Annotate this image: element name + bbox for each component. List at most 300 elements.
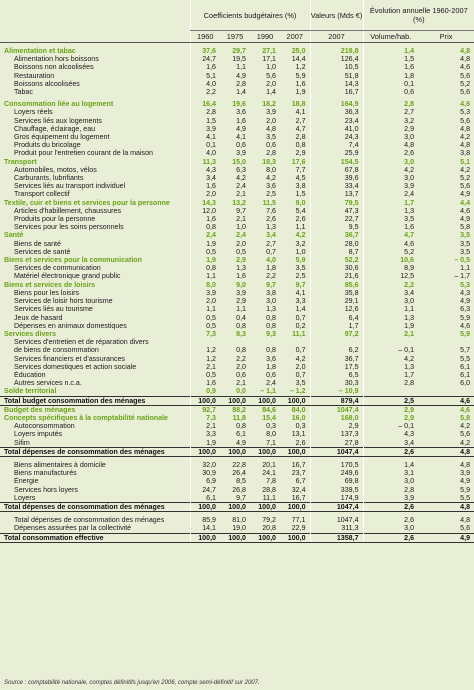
table-row — [0, 141, 474, 149]
cell-value: 3,6 — [236, 108, 246, 117]
table-row — [0, 190, 474, 198]
cell-value: 24,7 — [190, 55, 220, 63]
cell-value: 3,3 — [295, 297, 306, 306]
cell-value: 5,7 — [460, 346, 471, 355]
cell-value: 92,7 — [190, 405, 220, 414]
cell-value: 8,5 — [236, 477, 246, 486]
cell-value: 2,7 — [363, 108, 418, 116]
cell-value: 1,3 — [266, 305, 276, 314]
cell-value: 4,2 — [266, 174, 276, 183]
cell-value: 2,4 — [266, 379, 276, 388]
row-label: Autoconsommation — [14, 422, 75, 431]
cell-value: 1,6 — [190, 379, 220, 387]
cell-value: 0,4 — [236, 313, 246, 322]
cell-value: 2,9 — [363, 125, 418, 133]
group-row — [0, 199, 474, 207]
cell-value: 3,0 — [363, 133, 418, 141]
cell-value: 51,8 — [310, 72, 363, 80]
cell-value: 14,4 — [291, 55, 306, 64]
cell-value: 0,6 — [363, 88, 418, 96]
cell-value: 0,1 — [363, 80, 418, 88]
row-label: Biens alimentaires à domicile — [14, 460, 106, 469]
table-row — [0, 223, 474, 231]
cell-value: 11,1 — [262, 493, 276, 502]
cell-value: 2,1 — [363, 330, 418, 338]
cell-value: 1,3 — [236, 264, 246, 273]
cell-value: 100,0 — [190, 502, 220, 511]
cell-value: 4,9 — [460, 190, 471, 199]
cell-value: 10,5 — [310, 63, 363, 71]
cell-value: – 0,1 — [363, 422, 418, 430]
cell-value: 2,0 — [295, 362, 306, 371]
cell-value: 3,9 — [460, 469, 471, 478]
table-row — [0, 55, 474, 63]
cell-value: 174,9 — [310, 494, 363, 503]
cell-value: – 0,1 — [363, 346, 418, 354]
cell-value: 4,9 — [460, 297, 471, 306]
cell-value: 4,1 — [190, 133, 220, 141]
cell-value: 3,6 — [266, 354, 276, 363]
cell-value: 22,7 — [310, 215, 363, 223]
cell-value: – 1,1 — [260, 387, 276, 396]
label-subheader — [0, 31, 190, 43]
cell-value: 1,1 — [190, 272, 220, 280]
cell-value: 1,5 — [363, 55, 418, 63]
cell-value: 13,7 — [310, 190, 363, 198]
cell-value: 19,0 — [232, 524, 246, 533]
cell-value: 2,0 — [266, 79, 276, 88]
cell-value: 2,4 — [236, 231, 246, 240]
group-row — [0, 100, 474, 108]
cell-value: 7,1 — [266, 438, 276, 447]
cell-value — [418, 387, 474, 396]
cell-value: 29,7 — [232, 47, 246, 55]
cell-value: 1,1 — [236, 305, 246, 314]
row-label: Produits pour la personne — [14, 215, 96, 224]
cell-value: 28,8 — [262, 485, 276, 494]
cell-value: 2,0 — [236, 362, 246, 371]
row-label: Services hors loyers — [14, 485, 78, 494]
table-row — [0, 166, 474, 174]
cell-value: 16,0 — [291, 413, 306, 422]
cell-value: 27,8 — [310, 439, 363, 448]
evolution-header: Évolution annuelle 1960-2007 (%) — [363, 0, 474, 31]
cell-value: 84,6 — [262, 405, 276, 414]
row-label: Services de loisir hors tourisme — [14, 297, 113, 306]
row-label: Articles d'habillement, chaussures — [14, 206, 122, 215]
cell-value: 2,6 — [295, 438, 306, 447]
row-label: Textile, cuir et biens et services pour la personne — [4, 198, 170, 207]
cell-value: 4,6 — [460, 206, 471, 215]
cell-value: 2,9 — [236, 256, 246, 265]
cell-value: 4,8 — [460, 516, 471, 525]
cell-value: 5,9 — [460, 485, 471, 494]
cell-value: 3,1 — [363, 469, 418, 477]
row-label: Biens manufacturés — [14, 469, 77, 478]
cell-value: 5,6 — [460, 524, 471, 533]
table-row — [0, 174, 474, 182]
row-label: Total budget consommation des ménages — [0, 396, 190, 405]
cell-value: 30,3 — [310, 379, 363, 387]
cell-value: 2,2 — [236, 354, 246, 363]
cell-value: 1,8 — [363, 72, 418, 80]
cell-value: 5,6 — [460, 71, 471, 80]
cell-value: 4,2 — [363, 166, 418, 174]
cell-value: 30,9 — [190, 469, 220, 477]
cell-value: 2,4 — [190, 231, 220, 239]
group-row — [0, 330, 474, 338]
cell-value: 4,6 — [460, 321, 471, 330]
row-label: Transport — [4, 157, 37, 166]
cell-value: 13,1 — [291, 430, 306, 439]
cell-value: – 0,5 — [454, 256, 471, 265]
cell-value: 3,5 — [295, 264, 306, 273]
table-row — [0, 248, 474, 256]
cell-value: 2,4 — [236, 182, 246, 191]
cell-value: 2,5 — [363, 396, 418, 405]
table-row — [0, 88, 474, 96]
table-row — [0, 133, 474, 141]
cell-value: 3,0 — [363, 297, 418, 305]
cell-value: 17,6 — [291, 157, 306, 166]
cell-value: 100,0 — [190, 533, 220, 542]
cell-value: 2,9 — [295, 149, 306, 158]
cell-value: 4,1 — [236, 133, 246, 142]
cell-value: 3,4 — [363, 289, 418, 297]
group-row — [0, 281, 474, 289]
total-row — [0, 447, 474, 456]
cell-value: 0,7 — [295, 313, 306, 322]
cell-value: 3,9 — [190, 289, 220, 297]
cell-value: 0,8 — [266, 321, 276, 330]
cell-value: 0,8 — [190, 264, 220, 272]
cell-value: 2,9 — [310, 422, 363, 430]
cell-value: 81,0 — [232, 516, 246, 525]
row-label: Loyers imputés — [14, 430, 63, 439]
cell-value: 1358,7 — [310, 533, 363, 542]
table-row — [0, 494, 474, 503]
cell-value: 1,8 — [266, 362, 276, 371]
cell-value: 1,6 — [295, 79, 306, 88]
cell-value: 1,6 — [190, 63, 220, 71]
cell-value: 69,8 — [310, 477, 363, 485]
group-row — [0, 47, 474, 55]
cell-value: 5,8 — [460, 223, 471, 232]
cell-value: 2,1 — [236, 379, 246, 388]
cell-value: 4,2 — [295, 354, 306, 363]
cell-value: – 1,2 — [289, 387, 306, 396]
row-label: Alimentation hors boissons — [14, 55, 99, 64]
cell-value: – 10,9 — [310, 387, 363, 396]
row-label: Produits du bricolage — [14, 141, 81, 150]
cell-value: 1,9 — [363, 322, 418, 330]
cell-value: 4,0 — [190, 80, 220, 88]
cell-value: 37,6 — [190, 47, 220, 55]
cell-value: 4,9 — [460, 215, 471, 224]
cell-value: 41,0 — [310, 125, 363, 133]
cell-value: 14,3 — [310, 80, 363, 88]
cell-value: 18,2 — [262, 100, 276, 109]
cell-value: 311,3 — [310, 524, 363, 533]
cell-value: 0,2 — [295, 321, 306, 330]
cell-value: 4,8 — [363, 141, 418, 149]
table-row — [0, 486, 474, 494]
cell-value: 88,2 — [232, 405, 246, 414]
year-header: 1990 — [250, 31, 280, 43]
cell-value: 15,4 — [262, 413, 276, 422]
table-row — [0, 215, 474, 223]
volume-header: Volume/hab. — [363, 31, 418, 43]
cell-value: 2,9 — [363, 414, 418, 422]
row-label: Dépenses en animaux domestiques — [14, 321, 127, 330]
cell-value: 3,5 — [460, 239, 471, 248]
row-label: Autres services n.c.a. — [14, 379, 82, 388]
cell-value: 0,8 — [236, 321, 246, 330]
cell-value: 13,2 — [232, 198, 246, 207]
row-label: Biens et services de loisirs — [4, 280, 96, 289]
cell-value: 19,6 — [232, 100, 246, 109]
cell-value: 4,2 — [363, 355, 418, 363]
cell-value: 6,7 — [295, 477, 306, 486]
cell-value: 100,0 — [280, 396, 310, 405]
cell-value: 4,2 — [295, 231, 306, 240]
cell-value: 3,8 — [295, 182, 306, 191]
cell-value: 1,1 — [460, 264, 471, 273]
cell-value: 9,7 — [295, 280, 306, 289]
cell-value: 8,7 — [310, 248, 363, 256]
table-row — [0, 346, 474, 354]
row-label: Concepts spécifiques à la comptabilité nationale — [4, 413, 168, 422]
cell-value: 7,3 — [190, 414, 220, 422]
cell-value: 1,7 — [363, 199, 418, 207]
row-label: Services liés au transport individuel — [14, 182, 126, 191]
cell-value: 26,4 — [232, 469, 246, 478]
cell-value: 154,5 — [310, 158, 363, 166]
cell-value: 6,2 — [310, 346, 363, 354]
cell-value: 6,1 — [460, 362, 471, 371]
cell-value: 1,2 — [190, 355, 220, 363]
cell-value: 4,8 — [418, 502, 474, 511]
cell-value: 5,6 — [266, 71, 276, 80]
cell-value: 1,0 — [295, 247, 306, 256]
cell-value: 219,8 — [310, 47, 363, 55]
cell-value: 100,0 — [250, 533, 280, 542]
cell-value: 3,5 — [266, 133, 276, 142]
row-label: Services d'entretien et de réparation divers — [14, 338, 149, 347]
cell-value: 4,3 — [190, 166, 220, 174]
cell-value: 4,8 — [460, 55, 471, 64]
cell-value: 32,0 — [190, 461, 220, 469]
cell-value: 3,4 — [363, 439, 418, 448]
cell-value: 1,8 — [266, 264, 276, 273]
cell-value: 100,0 — [220, 533, 250, 542]
group-row — [0, 414, 474, 422]
cell-value: 2,9 — [363, 405, 418, 414]
cell-value: 3,0 — [266, 297, 276, 306]
cell-value: 7,8 — [266, 477, 276, 486]
cell-value: 4,9 — [460, 477, 471, 486]
row-label: Loyers — [14, 493, 36, 502]
cell-value: 2,6 — [295, 215, 306, 224]
cell-value: 1,4 — [363, 461, 418, 469]
cell-value — [190, 338, 220, 346]
row-label: Loyers réels — [14, 108, 53, 117]
cell-value: 2,1 — [190, 422, 220, 430]
cell-value: 3,9 — [363, 182, 418, 190]
cell-value: 3,5 — [460, 247, 471, 256]
year-header: 2007 — [280, 31, 310, 43]
row-label: Éducation — [14, 370, 46, 379]
cell-value: 79,2 — [262, 516, 276, 525]
table-row — [0, 439, 474, 448]
cell-value: 1,2 — [295, 63, 306, 72]
row-label: Tabac — [14, 88, 33, 97]
cell-value: 6,9 — [190, 477, 220, 485]
total-row — [0, 396, 474, 405]
cell-value: 25,9 — [310, 149, 363, 157]
table-row — [0, 117, 474, 125]
cell-value: 2,1 — [236, 215, 246, 224]
cell-value: 4,8 — [418, 447, 474, 456]
cell-value: 2,6 — [363, 149, 418, 157]
cell-value: 4,5 — [295, 174, 306, 183]
cell-value: 4,4 — [460, 198, 471, 207]
cell-value: 100,0 — [220, 447, 250, 456]
cell-value — [310, 338, 363, 346]
cell-value: 0,0 — [236, 387, 246, 396]
table-row — [0, 149, 474, 157]
cell-value: 11,5 — [262, 198, 276, 207]
cell-value: 2,0 — [190, 297, 220, 305]
cell-value: 36,7 — [310, 355, 363, 363]
table-row — [0, 305, 474, 313]
cell-value: 2,6 — [266, 215, 276, 224]
cell-value: 100,0 — [250, 502, 280, 511]
cell-value: 1047,4 — [310, 502, 363, 511]
cell-value: 2,0 — [190, 190, 220, 198]
table-row — [0, 72, 474, 80]
cell-value: 30,6 — [310, 264, 363, 272]
cell-value: 2,6 — [363, 533, 418, 542]
cell-value: 15,0 — [232, 157, 246, 166]
cell-value: 4,8 — [460, 47, 471, 55]
cell-value: 32,4 — [291, 485, 306, 494]
cell-value: 1,6 — [363, 63, 418, 71]
cell-value: 9,5 — [310, 223, 363, 231]
cell-value: 1,3 — [363, 314, 418, 322]
table-row — [0, 63, 474, 71]
cell-value: 0,8 — [295, 141, 306, 150]
cell-value: 97,2 — [310, 330, 363, 338]
cell-value: 0,8 — [236, 346, 246, 355]
cell-value: 5,9 — [460, 313, 471, 322]
table-row — [0, 461, 474, 469]
cell-value: 11,1 — [292, 329, 306, 338]
table-header — [0, 0, 474, 43]
cell-value: 168,0 — [310, 414, 363, 422]
cell-value: 3,6 — [266, 182, 276, 191]
cell-value: 6,3 — [236, 165, 246, 174]
cell-value: – 1,7 — [454, 272, 471, 281]
cell-value: 4,2 — [460, 165, 471, 174]
cell-value: 5,3 — [460, 280, 471, 289]
cell-value: 9,7 — [236, 206, 246, 215]
cell-value: 0,6 — [236, 141, 246, 150]
cell-value: 16,4 — [190, 100, 220, 108]
cell-value: 0,7 — [266, 247, 276, 256]
cell-value: 4,0 — [190, 149, 220, 157]
cell-value: 2,8 — [295, 133, 306, 142]
row-label: Sifim — [14, 438, 30, 447]
year-header: 1960 — [190, 31, 220, 43]
cell-value: 4,2 — [236, 174, 246, 183]
cell-value: 0,8 — [266, 313, 276, 322]
cell-value: 8,0 — [266, 430, 276, 439]
row-label: Boissons non alcoolisées — [14, 63, 94, 72]
cell-value: 18,8 — [291, 100, 306, 109]
cell-value: 3,5 — [460, 231, 471, 240]
cell-value: 6,5 — [310, 371, 363, 379]
row-label: Gros équipement du logement — [14, 133, 110, 142]
cell-value: 2,6 — [363, 502, 418, 511]
cell-value: 4,7 — [295, 124, 306, 133]
row-label: Solde territorial — [4, 387, 57, 396]
row-label: de biens de consommation — [14, 346, 99, 355]
table-row — [0, 524, 474, 533]
cell-value: 2,0 — [266, 116, 276, 125]
cell-value: 4,1 — [295, 108, 306, 117]
cell-value: 100,0 — [250, 447, 280, 456]
cell-value: 2,6 — [363, 447, 418, 456]
cell-value: 4,9 — [418, 533, 474, 542]
cell-value: 2,6 — [363, 516, 418, 524]
row-label: Consommation liée au logement — [4, 100, 114, 109]
cell-value: 25,0 — [291, 47, 306, 55]
cell-value: 3,9 — [266, 108, 276, 117]
cell-value: 2,1 — [190, 363, 220, 371]
table-row — [0, 422, 474, 430]
cell-value: 4,8 — [266, 124, 276, 133]
cell-value: 5,5 — [460, 493, 471, 502]
group-row — [0, 158, 474, 166]
row-label: Services divers — [4, 329, 57, 338]
cell-value: 1,4 — [295, 305, 306, 314]
cell-value: 8,0 — [190, 281, 220, 289]
cell-value: 16,7 — [291, 460, 306, 469]
cell-value: 9,0 — [295, 198, 306, 207]
cell-value: 4,6 — [460, 405, 471, 414]
row-label: Services liés au tourisme — [14, 305, 93, 314]
cell-value: 3,2 — [363, 117, 418, 125]
total-row — [0, 502, 474, 511]
cell-value: 47,3 — [310, 207, 363, 215]
cell-value: 2,2 — [363, 281, 418, 289]
table-row — [0, 430, 474, 438]
cell-value: 5,2 — [460, 79, 471, 88]
cell-value: 2,8 — [363, 100, 418, 108]
cell-value: 28,0 — [310, 240, 363, 248]
cell-value: 5,6 — [460, 182, 471, 191]
cell-value: 170,5 — [310, 461, 363, 469]
cell-value: 3,0 — [363, 174, 418, 182]
cell-value: 5,3 — [460, 108, 471, 117]
cell-value: 1,7 — [363, 371, 418, 379]
table-row — [0, 125, 474, 133]
cell-value: 100,0 — [250, 396, 280, 405]
cell-value: 137,3 — [310, 430, 363, 438]
cell-value: 1,1 — [363, 305, 418, 313]
table-row — [0, 207, 474, 215]
